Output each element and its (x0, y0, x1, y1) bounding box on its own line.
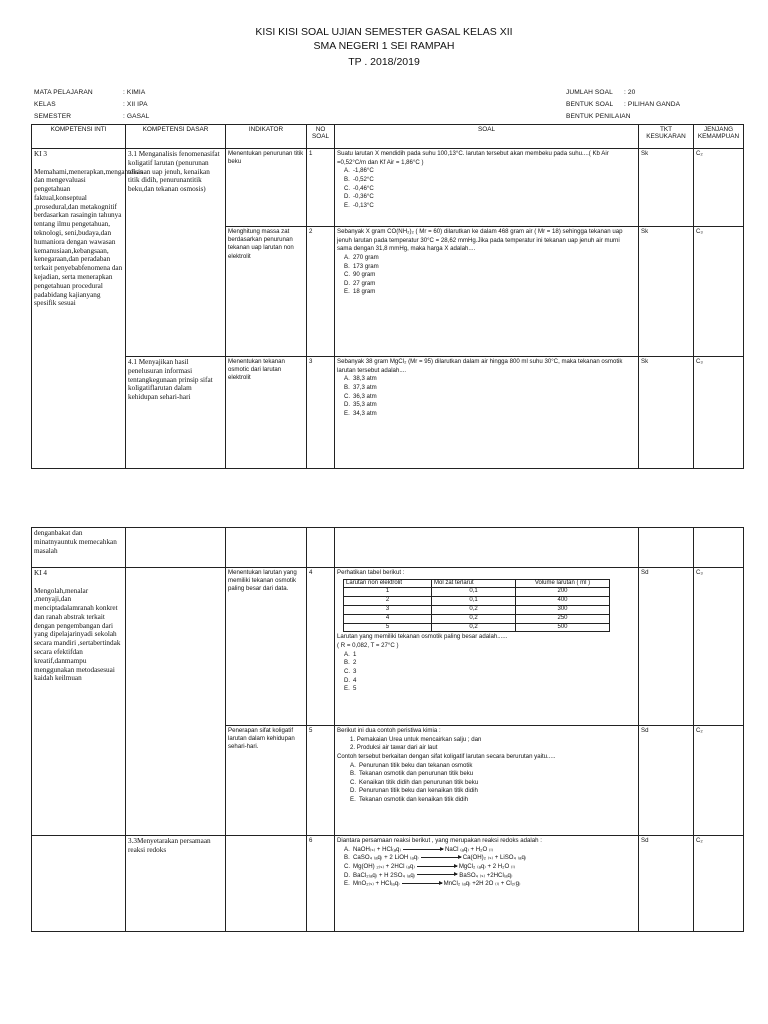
col-header-kd: KOMPETENSI DASAR (126, 125, 226, 149)
options-list (337, 762, 636, 805)
ki3-continued-cell: denganbakat dan minatnyauntuk memecahkan masalah (32, 528, 126, 568)
data-cell: 400 (516, 597, 610, 606)
soal-cell-1 (335, 149, 639, 227)
data-cell: 0,2 (432, 623, 516, 632)
data-cell: 3 (344, 606, 432, 615)
table-row (32, 528, 744, 568)
data-cell: 5 (344, 623, 432, 632)
option: A. 270 gram (344, 253, 379, 261)
example-list (337, 736, 636, 753)
tkt-cell: Sk (639, 227, 694, 357)
meta-kelas-value: : XII IPA (123, 101, 148, 108)
reaction-option: A. NaOH₍ₛ₎ + HCl₍ₐq₎ NaCl ₍ₐq₎ + H₂O ₍ₗ₎ (344, 845, 493, 853)
option: B. 173 gram (344, 262, 379, 270)
soal-cell-5 (335, 726, 639, 836)
indikator-cell: Menentukan larutan yang memiliki tekanan osmotik paling besar dari data. (226, 568, 307, 726)
table-header-row (32, 125, 744, 149)
meta-mapel-label: MATA PELAJARAN (34, 89, 93, 96)
option: D. -0,36°C (344, 193, 374, 201)
meta-kelas-label: KELAS (34, 101, 56, 108)
empty-cell (335, 528, 639, 568)
meta-mapel-value: : KIMIA (123, 89, 146, 96)
reaction-option: E. MnO₂₍ₛ₎ + HCl₍ₐq₎ MnCl₂ ₍ₐq₎ +2H 2O ₍ₗ₎ + Cl₂₍g₎ (344, 880, 521, 888)
soal-cell-2 (335, 227, 639, 357)
arrow-icon (417, 874, 457, 875)
empty-cell (639, 528, 694, 568)
list-item: 2. Produksi air tawar dari air laut (350, 744, 438, 752)
option: B. 2 (344, 659, 357, 667)
jenjang-cell: C₂ (694, 836, 744, 932)
col-header-ki: KOMPETENSI INTI (32, 125, 126, 149)
tkt-cell: Sd (639, 726, 694, 836)
option: D. 35,3 atm (344, 401, 377, 409)
option: C. -0,46°C (344, 184, 374, 192)
col-header-jenjang: JENJANG KEMAMPUAN (694, 125, 744, 149)
soal-cell-3 (335, 357, 639, 469)
data-cell: 200 (516, 588, 610, 597)
indikator-cell: Menghitung massa zat berdasarkan penurunan tekanan uap larutan non elektrolit (226, 227, 307, 357)
arrow-icon (403, 849, 443, 850)
no-soal-cell: 5 (307, 726, 335, 836)
kisi-table-page-2 (31, 527, 744, 932)
indikator-cell: Menentukan tekanan osmotic dari larutan elektrolit (226, 357, 307, 469)
question-text: Suatu larutan X mendidih pada suhu 100,13°C. larutan tersebut akan membeku pada suhu....( Kb Air =0,52°C/m dan Kf Air = 1,86°C ) (337, 150, 609, 166)
data-table-header (344, 579, 610, 588)
meta-jumlah-label: JUMLAH SOAL (566, 89, 613, 96)
reaction-option: B. CaSO₄ ₍ₐq₎ + 2 LiOH ₍ₐq₎ Ca(OH)₂ ₍ₛ₎ + LiSO₄ ₍ₐq₎ (344, 854, 527, 862)
option: D. 4 (344, 676, 357, 684)
indikator-cell: Menentukan penurunan titik beku (226, 149, 307, 227)
col-header-soal: SOAL (335, 125, 639, 149)
empty-cell (32, 836, 126, 932)
data-cell: 500 (516, 623, 610, 632)
ki4-cell: KI 4 Mengolah,menalar ,menyaji,dan menciptadalamranah konkret dan ranah abstrak terkait dengan pengembangan dari yang dipelajarinyadi sekolah secara mandiri ,sertabertindak secara efektifdan kreatif,danmampu menggunakan metodasesuai kaidah keilmuan (32, 568, 126, 836)
empty-cell (694, 528, 744, 568)
soal-cell-4 (335, 568, 639, 726)
empty-kd-cell (126, 568, 226, 836)
table-row (344, 597, 610, 606)
meta-penilaian-label: BENTUK PENILAIAN (566, 113, 631, 120)
doc-title-line-1: KISI KISI SOAL UJIAN SEMESTER GASAL KELAS XII (255, 26, 513, 38)
option: E. -0,13°C (344, 201, 374, 209)
option: A. Penurunan titik beku dan tekanan osmotik (350, 761, 473, 769)
data-table-head-cell: Volume larutan ( ml ) (516, 579, 610, 588)
jenjang-cell: C₃ (694, 227, 744, 357)
indikator-cell: Penerapan sifat koligatif larutan dalam kehidupan sehari-hari. (226, 726, 307, 836)
option: E. 34,3 atm (344, 409, 377, 417)
no-soal-cell: 1 (307, 149, 335, 227)
table-row (344, 623, 610, 632)
table-row (32, 357, 744, 469)
tkt-cell: Sd (639, 836, 694, 932)
empty-cell (226, 528, 307, 568)
col-header-no: NO SOAL (307, 125, 335, 149)
arrow-icon (421, 857, 461, 858)
option: A. -1,86°C (344, 167, 374, 175)
option: E. 18 gram (344, 288, 376, 296)
no-soal-cell: 3 (307, 357, 335, 469)
data-cell: 4 (344, 614, 432, 623)
option: D. Penurunan titik beku dan kenaikan titik didih (350, 787, 478, 795)
doc-title-line-2: SMA NEGERI 1 SEI RAMPAH (313, 40, 455, 52)
table-row (344, 588, 610, 597)
reaction-option: C. Mg(OH) ₂₍ₛ₎ + 2HCl ₍ₐq₎ MgCl₂ ₍ₐq₎ + 2 H₂O ₍ₗ₎ (344, 862, 515, 870)
data-cell: 0,1 (432, 588, 516, 597)
data-cell: 0,2 (432, 614, 516, 623)
table-row (32, 568, 744, 726)
kd-4-1-cell: 4.1 Menyajikan hasil penelusuran informasi tentangkegunaan prinsip sifat koligatiflarutan dalam kehidupan sehari-hari (126, 357, 226, 469)
question-text: Sebanyak X gram CO(NH₂)₂ ( Mr = 60) dilarutkan ke dalam 468 gram air ( Mr = 18) sehingga tekanan uap jenuh larutan pada temperatur 30°C = 28,62 mmHg.Jika pada temperatur ini tekanan uap jenuh air murni sama dengan 31,8 mmHg, maka harga X adalah.... (337, 228, 623, 253)
data-cell: 0,1 (432, 597, 516, 606)
data-table (343, 579, 610, 633)
option: C. 36,3 atm (344, 392, 377, 400)
empty-cell (126, 528, 226, 568)
doc-title-line-3: TP . 2018/2019 (348, 56, 420, 68)
option: C. 90 gram (344, 271, 376, 279)
reaction-option: D. BaCl₂₍ₐq₎ + H 2SO₄ ₍ₐq₎ BaSO₄ ₍ₛ₎ +2HCl₍ₐq₎ (344, 871, 513, 879)
arrow-icon (402, 883, 442, 884)
ki3-cell: KI 3 Memahami,menerapkan,menganalisis dan mengevaluasi pengetahuan faktual,konseptual ,prosedural,dan metakognitif berdasarkan rasaingin tahunya tentang ilmu pengetahuan, teknologi, seni,budaya,dan humaniora dengan wawasan kemanusiaan,kebangsaan, kenegaraan,dan peradaban terkait penyebabfenomena dan kejadian, serta menerapkan pengetahuan procedural padabidang kajianyang spesifik sesuai (32, 149, 126, 469)
kisi-table-page-1 (31, 124, 744, 469)
kd-3-3-cell: 3.3Menyetarakan persamaan reaksi redoks (126, 836, 226, 932)
reaction-list (337, 846, 636, 889)
table-row (32, 149, 744, 227)
question-text: Diantara persamaan reaksi berikut , yang merupakan reaksi redoks adalah : (337, 837, 542, 844)
option: A. 38,3 atm (344, 375, 377, 383)
option: C. Kenaikan titik didih dan penurunan titik beku (350, 778, 479, 786)
table-row (344, 614, 610, 623)
meta-jumlah-value: : 20 (624, 89, 636, 96)
arrow-icon (417, 866, 457, 867)
data-table-head-cell: Mol zat terlarut (432, 579, 516, 588)
option: A. 1 (344, 650, 357, 658)
list-item: 1. Pemakaian Urea untuk mencairkan salju ; dan (350, 735, 482, 743)
option: E. Tekanan osmotik dan kenaikan titik didih (350, 796, 469, 804)
no-soal-cell: 4 (307, 568, 335, 726)
soal-cell-6 (335, 836, 639, 932)
option: C. 3 (344, 667, 357, 675)
meta-semester-value: : GASAL (123, 113, 150, 120)
tkt-cell: Sk (639, 149, 694, 227)
col-header-indikator: INDIKATOR (226, 125, 307, 149)
question-text: Contoh tersebut berkaitan dengan sifat koligatif larutan secara berurutan yaitu..... (337, 752, 556, 760)
meta-bentuk-value: : PILIHAN GANDA (624, 101, 681, 108)
jenjang-cell: C₃ (694, 568, 744, 726)
meta-bentuk-label: BENTUK SOAL (566, 101, 614, 108)
table-row (32, 836, 744, 932)
option: B. -0,52°C (344, 175, 374, 183)
option: E. 5 (344, 685, 357, 693)
option: B. 37,3 atm (344, 383, 377, 391)
question-constants: ( R = 0,082, T = 27°C ) (337, 642, 399, 650)
empty-cell (307, 528, 335, 568)
question-text: Larutan yang memiliki tekanan osmotik paling besar adalah...... (337, 633, 508, 641)
data-table-head-cell: Larutan non elektrolit (344, 579, 432, 588)
no-soal-cell: 2 (307, 227, 335, 357)
question-intro: Berikut ini dua contoh peristiwa kimia : (337, 727, 441, 734)
empty-cell (226, 836, 307, 932)
no-soal-cell: 6 (307, 836, 335, 932)
jenjang-cell: C₃ (694, 357, 744, 469)
tkt-cell: Sd (639, 568, 694, 726)
options-list (337, 254, 636, 297)
kd-3-1-cell: 3.1 Menganalisis fenomenasifat koligatif larutan (penurunan tekanan uap jenuh, kenaikan titik didih, penurunantitik beku,dan tekanan osmosis) (126, 149, 226, 357)
options-list (337, 651, 636, 694)
option: D. 27 gram (344, 279, 376, 287)
data-cell: 1 (344, 588, 432, 597)
data-cell: 250 (516, 614, 610, 623)
data-cell: 2 (344, 597, 432, 606)
question-text: Sebanyak 38 gram MgCl₂ (Mr = 95) dilarutkan dalam air hingga 800 ml suhu 30°C, maka tekanan osmotik larutan tersebut adalah.... (337, 358, 623, 374)
tkt-cell: Sk (639, 357, 694, 469)
options-list (337, 375, 636, 418)
jenjang-cell: C₂ (694, 149, 744, 227)
option: B. Tekanan osmotik dan penurunan titik beku (350, 770, 474, 778)
data-cell: 0,2 (432, 606, 516, 615)
table-row (344, 606, 610, 615)
jenjang-cell: C₂ (694, 726, 744, 836)
options-list (337, 167, 636, 210)
question-intro: Perhatikan tabel berikut : (337, 569, 405, 576)
meta-semester-label: SEMESTER (34, 113, 72, 120)
col-header-tkt: TKT KESUKARAN (639, 125, 694, 149)
data-cell: 300 (516, 606, 610, 615)
